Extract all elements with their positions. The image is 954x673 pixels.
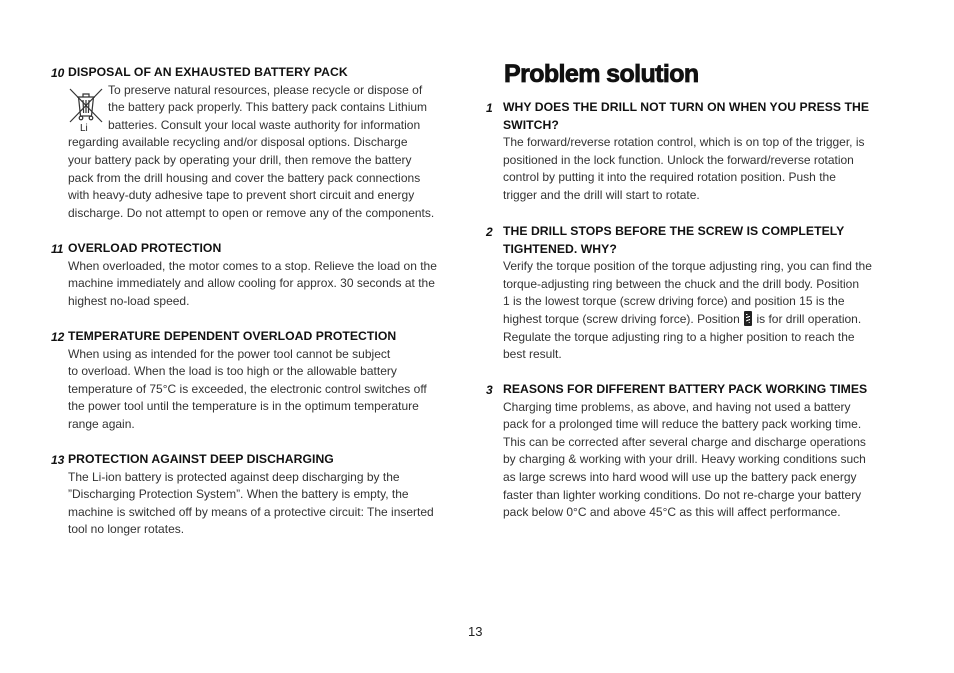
heading-line: WHY DOES THE DRILL NOT TURN ON WHEN YOU PRESS THE	[503, 100, 870, 114]
body-line: pack from the drill housing and cover the battery pack connections	[68, 170, 421, 185]
drill-bit-icon	[744, 311, 752, 326]
body-line: This can be corrected after several charge and discharge operations	[503, 434, 866, 449]
body-line: ”Discharging Protection System”. When the battery is empty, the	[68, 487, 409, 502]
section-body	[68, 469, 451, 539]
body-line: machine is switched off by means of a protective circuit: The inserted	[68, 504, 434, 519]
section-heading: TEMPERATURE DEPENDENT OVERLOAD PROTECTION	[68, 329, 397, 343]
section-heading	[503, 99, 891, 134]
heading-line: REASONS FOR DIFFERENT BATTERY PACK WORKING TIMES	[503, 382, 868, 396]
section-body	[503, 399, 891, 522]
body-line: 1 is the lowest torque (screw driving force) and position 15 is the	[503, 294, 845, 309]
section-number: 1	[486, 101, 493, 115]
section-body	[68, 82, 451, 223]
body-line: range again.	[68, 416, 135, 431]
section-body	[503, 134, 891, 204]
section-number: 12	[51, 330, 65, 344]
body-line: Verify the torque position of the torque adjusting ring, you can find the	[503, 259, 872, 274]
section-heading: DISPOSAL OF AN EXHAUSTED BATTERY PACK	[68, 65, 348, 79]
section-overload-protection	[51, 240, 451, 310]
heading-line: THE DRILL STOPS BEFORE THE SCREW IS COMPLETELY	[503, 224, 845, 238]
body-text: highest torque (screw driving force). Position	[503, 311, 740, 326]
body-line: When overloaded, the motor comes to a stop. Relieve the load on the	[68, 258, 437, 273]
body-line: highest no-load speed.	[68, 293, 190, 308]
section-heading: OVERLOAD PROTECTION	[68, 241, 222, 255]
body-line: torque-adjusting ring between the chuck and the drill body. Position	[503, 276, 859, 291]
body-line: Regulate the torque adjusting ring to a higher position to reach the	[503, 329, 855, 344]
section-heading	[503, 223, 891, 258]
section-drill-not-turn-on	[486, 99, 891, 205]
section-body	[68, 258, 451, 311]
section-body	[68, 346, 451, 434]
section-battery-working-times	[486, 381, 891, 522]
body-line: pack below 0°C and above 45°C as this will affect performance.	[503, 505, 841, 520]
bin-label: Li	[80, 123, 88, 134]
heading-line: TIGHTENED. WHY?	[503, 241, 617, 256]
section-body	[503, 258, 891, 364]
body-line	[503, 311, 891, 329]
body-line: with heavy-duty adhesive tape to prevent short circuit and energy	[68, 188, 415, 203]
section-temperature-protection	[51, 328, 451, 434]
body-line: as large screws into hard wood will use up the battery pack energy	[503, 469, 857, 484]
body-line: the battery pack properly. This battery pack contains Lithium	[108, 100, 428, 115]
heading-line: SWITCH?	[503, 117, 559, 132]
body-line: trigger and the drill will start to rotate.	[503, 187, 700, 202]
section-heading: PROTECTION AGAINST DEEP DISCHARGING	[68, 452, 334, 466]
body-text: is for drill operation.	[756, 311, 862, 326]
section-number: 3	[486, 383, 493, 397]
body-line: the power tool until the temperature is in the optimum temperature	[68, 399, 419, 414]
crossed-bin-icon	[66, 85, 106, 137]
section-drill-stops	[486, 223, 891, 364]
page-number: 13	[468, 624, 483, 639]
body-line: regarding available recycling and/or disposal options. Discharge	[68, 135, 408, 150]
body-line: discharge. Do not attempt to open or remove any of the components.	[68, 205, 435, 220]
body-line: Charging time problems, as above, and having not used a battery	[503, 399, 851, 414]
section-disposal	[51, 64, 451, 222]
body-line: To preserve natural resources, please recycle or dispose of	[108, 82, 423, 97]
section-number: 11	[51, 242, 64, 256]
body-line: The Li-ion battery is protected against deep discharging by the	[68, 469, 400, 484]
body-line: to overload. When the load is too high or the allowable battery	[68, 364, 397, 379]
body-line: The forward/reverse rotation control, which is on top of the trigger, is	[503, 135, 865, 150]
body-line: your battery pack by operating your drill, then remove the battery	[68, 152, 412, 167]
section-deep-discharge	[51, 451, 451, 539]
body-line: positioned in the lock function. Unlock the forward/reverse rotation	[503, 152, 854, 167]
section-number: 13	[51, 453, 65, 467]
body-line: best result.	[503, 347, 562, 362]
body-line: batteries. Consult your local waste authority for information	[108, 117, 421, 132]
page-title: Problem solution	[504, 60, 699, 88]
body-line: tool no longer rotates.	[68, 522, 185, 537]
body-line: temperature of 75°C is exceeded, the electronic control switches off	[68, 381, 427, 396]
body-line: faster than lighter working conditions. Do not re-charge your battery	[503, 487, 862, 502]
body-line: by charging & working with your drill. Heavy working conditions such	[503, 452, 866, 467]
body-line: control by putting it into the required rotation position. Push the	[503, 170, 836, 185]
section-number: 2	[486, 225, 493, 239]
body-line: When using as intended for the power tool cannot be subject	[68, 346, 391, 361]
section-number: 10	[51, 66, 65, 80]
body-line: pack for a prolonged time will reduce the battery pack working time.	[503, 417, 862, 432]
body-line: machine immediately and allow cooling for approx. 30 seconds at the	[68, 276, 435, 291]
section-heading	[503, 381, 891, 399]
